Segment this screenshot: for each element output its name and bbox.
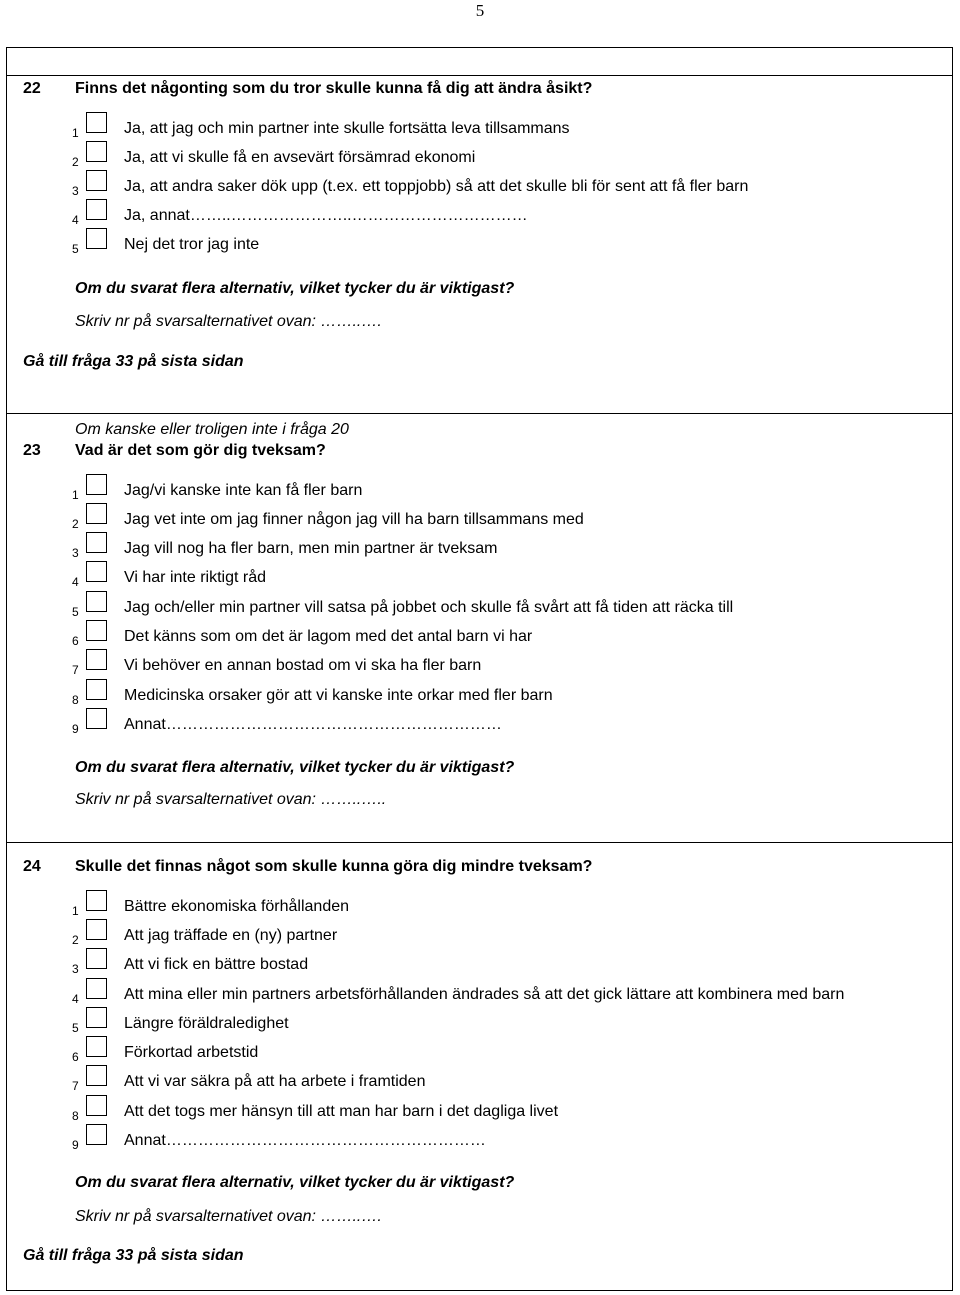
checkbox[interactable] (86, 503, 107, 524)
checkbox[interactable] (86, 141, 107, 162)
followup-question: Om du svarat flera alternativ, vilket tycker du är viktigast? (75, 280, 515, 297)
checkbox[interactable] (86, 591, 107, 612)
option-label: Vi behöver en annan bostad om vi ska ha fler barn (124, 657, 482, 674)
question-text: Vad är det som gör dig tveksam? (75, 442, 326, 459)
option-number: 1 (72, 488, 79, 502)
checkbox[interactable] (86, 1036, 107, 1057)
option-number: 5 (72, 1021, 79, 1035)
checkbox[interactable] (86, 1007, 107, 1028)
option-number: 5 (72, 242, 79, 256)
option-label: Vi har inte riktigt råd (124, 569, 266, 586)
question-text: Finns det någonting som du tror skulle kunna få dig att ändra åsikt? (75, 80, 593, 97)
checkbox[interactable] (86, 112, 107, 133)
option-label: Förkortad arbetstid (124, 1044, 259, 1061)
option-number: 8 (72, 1109, 79, 1123)
goto-instruction: Gå till fråga 33 på sista sidan (23, 353, 244, 370)
question-number: 22 (23, 80, 41, 97)
option-label: Att jag träffade en (ny) partner (124, 927, 338, 944)
option-label: Ja, annat……..…………………..…………………………… (124, 207, 528, 224)
checkbox[interactable] (86, 919, 107, 940)
option-label: Längre föräldraledighet (124, 1015, 289, 1032)
option-label: Ja, att jag och min partner inte skulle fortsätta leva tillsammans (124, 120, 570, 137)
checkbox[interactable] (86, 474, 107, 495)
option-label: Medicinska orsaker gör att vi kanske inte orkar med fler barn (124, 687, 553, 704)
option-label: Att det togs mer hänsyn till att man har barn i det dagliga livet (124, 1103, 559, 1120)
option-number: 7 (72, 663, 79, 677)
option-number: 3 (72, 962, 79, 976)
write-in-field[interactable]: Skriv nr på svarsalternativet ovan: ……..…. (75, 313, 382, 330)
option-label: Att mina eller min partners arbetsförhållanden ändrades så att det gick lättare att kombinera med barn (124, 986, 845, 1003)
option-number: 4 (72, 575, 79, 589)
goto-instruction: Gå till fråga 33 på sista sidan (23, 1247, 244, 1264)
checkbox[interactable] (86, 708, 107, 729)
checkbox[interactable] (86, 170, 107, 191)
option-label: Ja, att vi skulle få en avsevärt försämrad ekonomi (124, 149, 476, 166)
checkbox[interactable] (86, 978, 107, 999)
option-number: 3 (72, 546, 79, 560)
option-number: 5 (72, 605, 79, 619)
option-number: 6 (72, 1050, 79, 1064)
option-label: Jag vet inte om jag finner någon jag vill ha barn tillsammans med (124, 511, 584, 528)
option-number: 2 (72, 517, 79, 531)
followup-question: Om du svarat flera alternativ, vilket tycker du är viktigast? (75, 759, 515, 776)
option-label: Ja, att andra saker dök upp (t.ex. ett toppjobb) så att det skulle bli för sent att få fler barn (124, 178, 749, 195)
filter-condition: Om kanske eller troligen inte i fråga 20 (75, 421, 349, 438)
question-number: 24 (23, 858, 41, 875)
option-number: 4 (72, 213, 79, 227)
followup-question: Om du svarat flera alternativ, vilket tycker du är viktigast? (75, 1174, 515, 1191)
checkbox[interactable] (86, 228, 107, 249)
checkbox[interactable] (86, 1124, 107, 1145)
section-divider (6, 413, 953, 414)
option-label: Nej det tror jag inte (124, 236, 260, 253)
option-label: Annat…………………………………………………… (124, 1132, 486, 1149)
checkbox[interactable] (86, 532, 107, 553)
option-label: Bättre ekonomiska förhållanden (124, 898, 350, 915)
section-divider (6, 842, 953, 843)
checkbox[interactable] (86, 649, 107, 670)
section-divider (6, 75, 953, 76)
option-number: 9 (72, 722, 79, 736)
page-number: 5 (475, 1, 485, 20)
question-number: 23 (23, 442, 41, 459)
write-in-field[interactable]: Skriv nr på svarsalternativet ovan: ……..…. (75, 1208, 382, 1225)
checkbox[interactable] (86, 890, 107, 911)
option-label: Annat……………………………………………………… (124, 716, 502, 733)
option-number: 6 (72, 634, 79, 648)
option-number: 1 (72, 126, 79, 140)
option-number: 8 (72, 693, 79, 707)
checkbox[interactable] (86, 561, 107, 582)
question-text: Skulle det finnas något som skulle kunna göra dig mindre tveksam? (75, 858, 593, 875)
checkbox[interactable] (86, 679, 107, 700)
option-number: 2 (72, 155, 79, 169)
option-number: 1 (72, 904, 79, 918)
checkbox[interactable] (86, 948, 107, 969)
checkbox[interactable] (86, 620, 107, 641)
option-number: 7 (72, 1079, 79, 1093)
option-label: Jag vill nog ha fler barn, men min partner är tveksam (124, 540, 498, 557)
option-number: 2 (72, 933, 79, 947)
option-number: 4 (72, 992, 79, 1006)
checkbox[interactable] (86, 1095, 107, 1116)
option-number: 3 (72, 184, 79, 198)
option-label: Jag/vi kanske inte kan få fler barn (124, 482, 363, 499)
write-in-field[interactable]: Skriv nr på svarsalternativet ovan: ……..….. (75, 791, 387, 808)
option-number: 9 (72, 1138, 79, 1152)
option-label: Att vi fick en bättre bostad (124, 956, 309, 973)
checkbox[interactable] (86, 199, 107, 220)
option-label: Jag och/eller min partner vill satsa på jobbet och skulle få svårt att få tiden att räcka till (124, 599, 734, 616)
option-label: Det känns som om det är lagom med det antal barn vi har (124, 628, 533, 645)
option-label: Att vi var säkra på att ha arbete i framtiden (124, 1073, 426, 1090)
checkbox[interactable] (86, 1065, 107, 1086)
